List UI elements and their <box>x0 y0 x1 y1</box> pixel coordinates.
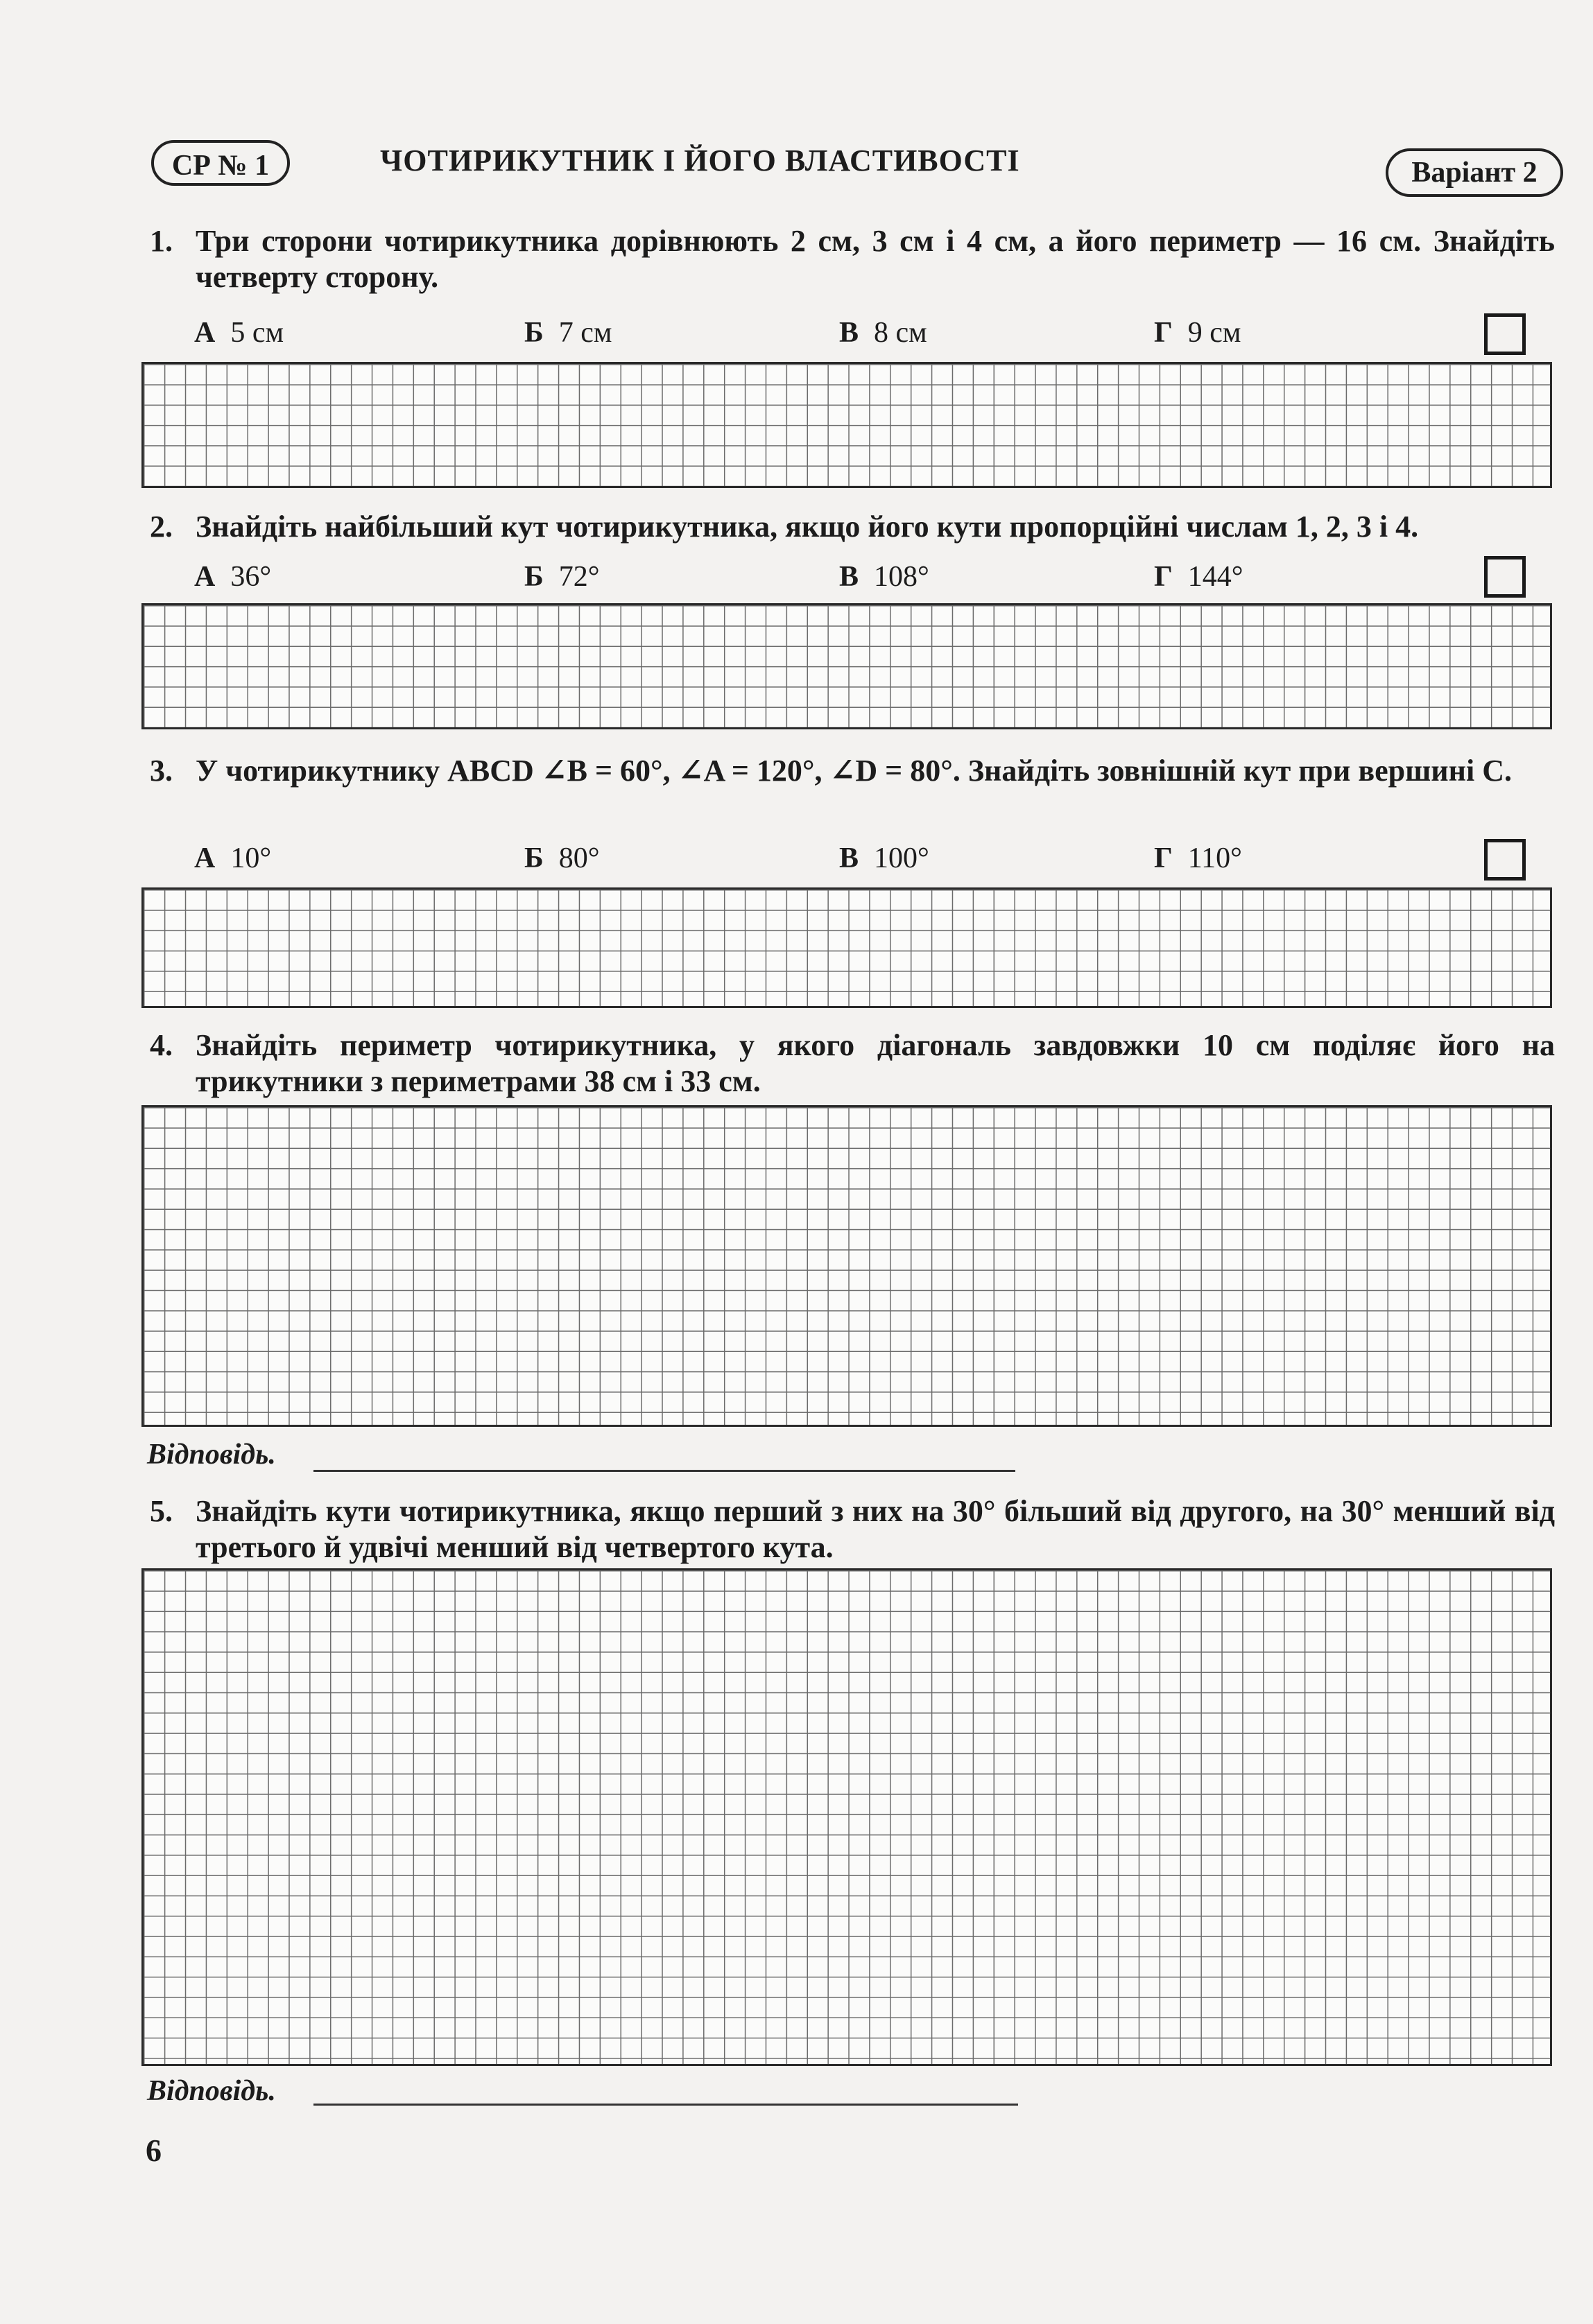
page-title: ЧОТИРИКУТНИК І ЙОГО ВЛАСТИВОСТІ <box>380 144 1020 177</box>
answer-checkbox[interactable] <box>1484 839 1526 881</box>
task-number: 5. <box>150 1494 173 1528</box>
work-grid[interactable] <box>141 1568 1552 2066</box>
task-text: Три сторони чотирикутника дорівнюють 2 см, 3 см і 4 см, а його периметр — 16 см. Знайдіть четверту сторону. <box>196 224 1555 294</box>
work-grid[interactable] <box>141 1105 1552 1427</box>
answer-label: Відповідь. <box>147 2075 276 2107</box>
task-number: 2. <box>150 510 173 544</box>
answer-checkbox[interactable] <box>1484 313 1526 355</box>
task-2 <box>150 509 1555 548</box>
option-g[interactable]: Г 144° <box>1154 561 1243 593</box>
answer-label: Відповідь. <box>147 1439 276 1471</box>
answer-field[interactable] <box>313 1470 1015 1472</box>
option-a[interactable]: А 10° <box>194 842 272 874</box>
variant-badge: Варіант 2 <box>1386 148 1563 197</box>
work-grid[interactable] <box>141 362 1552 488</box>
task-1 <box>150 223 1555 300</box>
page-number: 6 <box>146 2133 162 2168</box>
task-3 <box>150 753 1555 829</box>
answer-field[interactable] <box>313 2104 1018 2106</box>
option-b[interactable]: Б 72° <box>524 561 600 593</box>
option-a[interactable]: А 5 см <box>194 317 284 349</box>
task-text: Знайдіть найбільший кут чотирикутника, якщо його кути пропорційні числам 1, 2, 3 і 4. <box>196 510 1419 544</box>
task-number: 4. <box>150 1028 173 1062</box>
option-b[interactable]: Б 80° <box>524 842 600 874</box>
option-a[interactable]: А 36° <box>194 561 272 593</box>
option-v[interactable]: В 100° <box>839 842 929 874</box>
task-text: Знайдіть кути чотирикутника, якщо перший з них на 30° більший від другого, на 30° менший від третього й удвічі менший від четвертого кута. <box>196 1494 1555 1564</box>
task-text: Знайдіть периметр чотирикутника, у якого діагональ завдовжки 10 см поділяє його на трикутники з периметрами 38 см і 33 см. <box>196 1028 1555 1098</box>
work-grid[interactable] <box>141 887 1552 1008</box>
task-number: 3. <box>150 754 173 788</box>
task-2-options <box>194 560 1512 599</box>
answer-checkbox[interactable] <box>1484 556 1526 598</box>
task-text: У чотирикутнику ABCD ∠B = 60°, ∠A = 120°, ∠D = 80°. Знайдіть зовнішній кут при вершині C. <box>196 754 1512 788</box>
task-4 <box>150 1027 1555 1104</box>
task-5 <box>150 1493 1555 1570</box>
task-1-options <box>194 316 1512 355</box>
option-g[interactable]: Г 110° <box>1154 842 1242 874</box>
task-3-options <box>194 842 1512 881</box>
task-number: 1. <box>150 224 173 258</box>
work-grid[interactable] <box>141 603 1552 729</box>
work-number-badge: СР № 1 <box>151 140 290 186</box>
option-v[interactable]: В 8 см <box>839 317 927 349</box>
option-b[interactable]: Б 7 см <box>524 317 612 349</box>
option-v[interactable]: В 108° <box>839 561 929 593</box>
option-g[interactable]: Г 9 см <box>1154 317 1241 349</box>
